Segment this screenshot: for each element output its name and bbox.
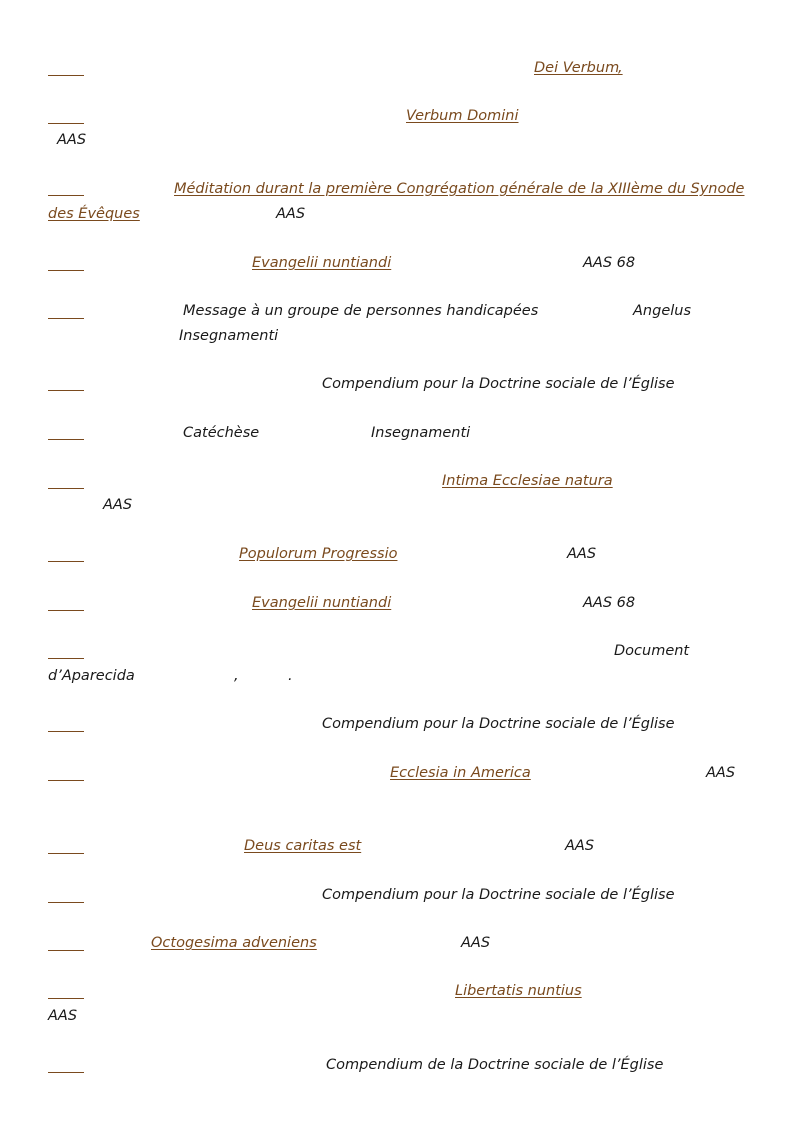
footnote-marker[interactable] — [48, 123, 84, 124]
footnote-marker[interactable] — [48, 610, 84, 611]
footnote-text: AAS — [706, 765, 736, 781]
footnote-text: Message à un groupe de personnes handicapées — [183, 303, 539, 319]
footnote-text: AAS — [565, 838, 595, 854]
footnote-text: Catéchèse — [183, 425, 260, 441]
footnote-text: AAS — [48, 1008, 78, 1024]
footnote-text: d’Aparecida — [48, 668, 135, 684]
footnote-text: Compendium pour la Doctrine sociale de l’Église — [322, 887, 675, 903]
footnote-link[interactable]: Intima Ecclesiae natura — [442, 473, 613, 489]
footnote-link[interactable]: Méditation durant la première Congrégation générale de la XIIIème du Synode — [174, 181, 745, 197]
footnote-link[interactable]: Evangelii nuntiandi — [252, 595, 392, 611]
footnote-marker[interactable] — [48, 488, 84, 489]
footnote-marker[interactable] — [48, 780, 84, 781]
footnote-text: Compendium de la Doctrine sociale de l’Église — [326, 1057, 664, 1073]
footnote-marker[interactable] — [48, 318, 84, 319]
footnote-text: . — [288, 668, 293, 684]
footnote-link[interactable]: Dei Verbum — [534, 60, 620, 76]
footnote-text: AAS 68 — [583, 255, 636, 271]
footnote-link[interactable]: Verbum Domini — [406, 108, 519, 124]
footnote-text: AAS — [461, 935, 491, 951]
footnote-link[interactable]: Deus caritas est — [244, 838, 362, 854]
footnote-link[interactable]: Populorum Progressio — [239, 546, 398, 562]
footnote-text: Angelus — [633, 303, 692, 319]
footnote-marker[interactable] — [48, 950, 84, 951]
footnote-marker[interactable] — [48, 998, 84, 999]
footnote-text: Compendium pour la Doctrine sociale de l’Église — [322, 716, 675, 732]
footnote-marker[interactable] — [48, 270, 84, 271]
footnote-marker[interactable] — [48, 1072, 84, 1073]
footnote-text: Insegnamenti — [179, 328, 279, 344]
footnote-marker[interactable] — [48, 853, 84, 854]
footnote-marker[interactable] — [48, 390, 84, 391]
footnote-marker[interactable] — [48, 902, 84, 903]
footnote-link[interactable]: des Évêques — [48, 206, 140, 222]
footnote-link[interactable]: Evangelii nuntiandi — [252, 255, 392, 271]
footnote-text: AAS — [567, 546, 597, 562]
footnote-marker[interactable] — [48, 561, 84, 562]
footnote-text: , — [234, 668, 239, 684]
footnote-marker[interactable] — [48, 731, 84, 732]
footnote-text: AAS 68 — [583, 595, 636, 611]
footnote-marker[interactable] — [48, 195, 84, 196]
footnote-text: Insegnamenti — [371, 425, 471, 441]
footnote-text: AAS — [103, 497, 133, 513]
footnote-text: AAS — [57, 132, 87, 148]
footnote-text: , — [618, 60, 623, 76]
footnote-text: AAS — [276, 206, 306, 222]
footnote-marker[interactable] — [48, 439, 84, 440]
footnote-text: Compendium pour la Doctrine sociale de l’Église — [322, 376, 675, 392]
footnote-marker[interactable] — [48, 75, 84, 76]
footnote-marker[interactable] — [48, 658, 84, 659]
footnote-link[interactable]: Libertatis nuntius — [455, 983, 582, 999]
footnote-link[interactable]: Octogesima adveniens — [151, 935, 317, 951]
footnote-text: Document — [614, 643, 690, 659]
footnote-link[interactable]: Ecclesia in America — [390, 765, 531, 781]
